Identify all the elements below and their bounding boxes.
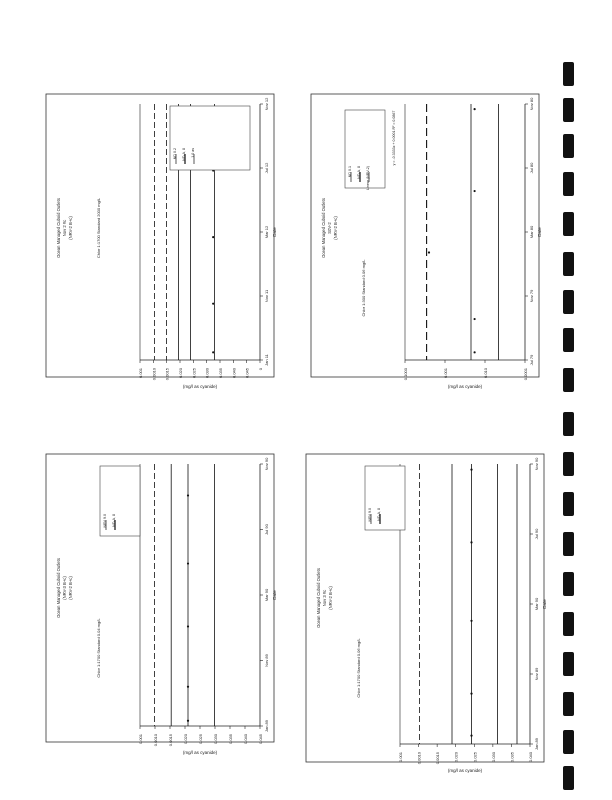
legend-entry: ND-A, 8: [182, 148, 186, 161]
chart-title-line: Ocean Managed Cuboid Outlets: [56, 198, 61, 258]
chart-top-right: [305, 88, 545, 389]
date-tick-label: Jan 89: [534, 737, 539, 751]
legend-entry: ND-A, 8: [112, 514, 116, 527]
chart-frame: [306, 454, 544, 765]
date-tick-label: Jul 12: [264, 162, 269, 174]
data-point: [187, 720, 189, 722]
value-tick-label: 0.001: [398, 752, 403, 763]
value-tick-label: 0.025: [191, 368, 197, 379]
value-tick-label: 0.045: [244, 368, 250, 379]
legend-entry: ND-A, 8: [377, 508, 381, 521]
chart-top-left: [40, 88, 280, 389]
binder-tab: [563, 452, 574, 476]
binder-tab: [563, 492, 574, 516]
date-tick-label: Jul 80: [529, 162, 534, 174]
value-tick-label: 0.020: [453, 752, 459, 763]
legend-entry: ND-A, 8: [357, 166, 361, 179]
chart-bottom-right-svg: [300, 448, 550, 773]
date-axis-title: Date: [537, 227, 542, 237]
date-tick-label: Mar 12: [264, 225, 269, 239]
chart-title-line: Ocean Managed Cuboid Outlets: [316, 568, 321, 628]
chart-top-left-svg: [40, 88, 280, 389]
value-tick-label: 0.0010: [151, 368, 157, 381]
legend-entry: 1.0 as: [191, 148, 195, 158]
value-tick-label: 0.1000: [403, 368, 408, 381]
data-point: [470, 469, 472, 471]
binder-tab: [563, 328, 574, 352]
date-tick-label: Jul 90: [264, 524, 269, 535]
binder-tab: [563, 532, 574, 556]
date-axis-title: Date: [272, 227, 277, 237]
value-tick-label: 0.020: [178, 368, 183, 379]
date-tick-label: Nov 12: [264, 97, 269, 111]
binder-tab: [563, 730, 574, 754]
date-tick-label: Mar 90: [264, 588, 269, 602]
data-point: [187, 686, 189, 688]
value-tick-label: 0.030: [204, 368, 210, 379]
date-axis-title: Date: [542, 599, 547, 609]
binder-tab: [563, 612, 574, 636]
date-tick-label: Nov 90: [534, 457, 539, 471]
data-point: [187, 625, 189, 627]
data-point: [428, 251, 430, 253]
date-tick-label: Jan 11: [264, 354, 269, 366]
binder-tab: [563, 252, 574, 276]
chart-bottom-right: [300, 448, 550, 773]
value-axis-title: (mg/l as cyanide): [447, 384, 483, 389]
date-tick-label: Jul 79: [529, 354, 534, 366]
chart-title-line: Nov 2 #c: [62, 219, 67, 237]
value-tick-label: 0.0015: [435, 752, 441, 765]
data-point: [470, 693, 472, 695]
value-tick-label: 0.030: [213, 734, 218, 745]
date-tick-label: Jul 90: [534, 528, 539, 540]
date-tick-label: Nov 90: [264, 457, 269, 471]
date-tick-label: Nov 11: [264, 289, 269, 303]
value-tick-label: 0.035: [228, 734, 233, 745]
chart-title-line: (NRV-2 B+c): [328, 586, 333, 610]
standard-label: Chlor 1:300 Standard 0.06 mg/L: [361, 259, 366, 317]
value-tick-label: 0.040: [243, 734, 248, 745]
value-tick-label: 0.040: [528, 752, 533, 763]
data-point: [187, 494, 189, 496]
binder-tab: [563, 62, 574, 86]
value-tick-label: 0.0001: [523, 368, 528, 381]
value-tick-label: 0.030: [490, 752, 496, 763]
data-point: [470, 541, 472, 543]
data-point: [474, 318, 476, 320]
chart-frame: [46, 454, 274, 745]
data-point: [474, 190, 476, 192]
value-axis-title: (mg/l as cyanide): [182, 750, 218, 755]
date-axis-title: Date: [272, 590, 277, 600]
binder-tab: [563, 368, 574, 392]
value-tick-label: 0.010: [483, 368, 488, 379]
binder-tab: [563, 766, 574, 790]
standard-label: Chlor 1:1700 Standard 2000 mg/L: [96, 197, 101, 259]
standard-label: Chlor 1:1700 Standard 0.04 mg/L: [96, 618, 101, 678]
value-axis-title: (mg/l as cyanide): [182, 384, 218, 389]
date-tick-label: Nov 79: [529, 289, 534, 303]
value-tick-label: 0: [258, 368, 263, 371]
chart-title-line: Ocean Managed Cuboid Outlets: [321, 198, 326, 258]
binder-tab: [563, 572, 574, 596]
binder-tab: [563, 172, 574, 196]
date-tick-label: Nov 80: [529, 97, 534, 111]
data-point: [470, 620, 472, 622]
value-tick-label: 0.0010: [153, 734, 158, 747]
date-tick-label: Jan 89: [264, 719, 269, 733]
trend-annotation: y = -0.3333x + 0.0001 R² = 0.0867: [392, 110, 396, 166]
date-tick-label: Mar 90: [534, 597, 539, 611]
data-point: [212, 236, 214, 238]
chart-title-line: S0V-2: [327, 222, 332, 234]
chart-title-line: Ocean Managed Cuboid Outlets: [56, 558, 61, 618]
value-tick-label: 0.001: [138, 734, 143, 745]
binder-tab-strip: [560, 0, 580, 800]
value-tick-label: 0.035: [218, 368, 223, 379]
data-point: [470, 735, 472, 737]
value-tick-label: 0.001: [138, 368, 143, 379]
legend-entry: ND 0.1: [348, 166, 352, 178]
legend-entry: NRV 9.0: [103, 514, 107, 528]
data-point: [212, 351, 214, 353]
data-point: [474, 108, 476, 110]
value-tick-label: 0.0015: [164, 368, 170, 381]
value-axis-title: (mg/l as cyanide): [447, 768, 483, 773]
binder-tab: [563, 98, 574, 122]
value-tick-label: 0.045: [258, 734, 263, 745]
value-tick-label: 0.0015: [168, 734, 173, 747]
legend-entry: Linear (NRV-2): [366, 166, 370, 190]
value-tick-label: 0.0010: [416, 752, 422, 765]
binder-tab: [563, 212, 574, 236]
binder-tab: [563, 290, 574, 314]
date-tick-label: Nov 89: [264, 654, 269, 667]
date-tick-label: Nov 89: [534, 667, 539, 681]
chart-title-line: (NRV-2 B+c): [333, 216, 338, 240]
binder-tab: [563, 412, 574, 436]
chart-title-line: (NRV-2 B+c): [68, 576, 73, 600]
chart-top-right-svg: [305, 88, 545, 389]
value-tick-label: 0.040: [231, 368, 237, 379]
chart-bottom-left-svg: [40, 448, 280, 755]
standard-label: Chlor 1:1700 Standard 0.06 mg/L: [356, 638, 361, 698]
data-point: [187, 562, 189, 564]
binder-tab: [563, 652, 574, 676]
value-tick-label: 0.020: [183, 734, 188, 745]
binder-tab: [563, 692, 574, 716]
date-tick-label: Mar 80: [529, 225, 534, 239]
data-point: [212, 303, 214, 305]
binder-tab: [563, 134, 574, 158]
value-tick-label: 0.025: [198, 734, 203, 745]
value-tick-label: 0.025: [472, 752, 478, 763]
data-point: [474, 351, 476, 353]
value-tick-label: 0.035: [509, 752, 515, 763]
chart-title-line: Nov 3 #c: [322, 589, 327, 607]
legend-entry: NRV 9.0: [368, 508, 372, 522]
chart-title-line: (NRV-3 B+c): [62, 576, 67, 600]
chart-title-line: (NRV-2 B+c): [68, 216, 73, 240]
legend-entry: ND 0.2: [173, 148, 177, 160]
chart-bottom-left: [40, 448, 280, 755]
value-tick-label: 0.001: [443, 368, 448, 379]
